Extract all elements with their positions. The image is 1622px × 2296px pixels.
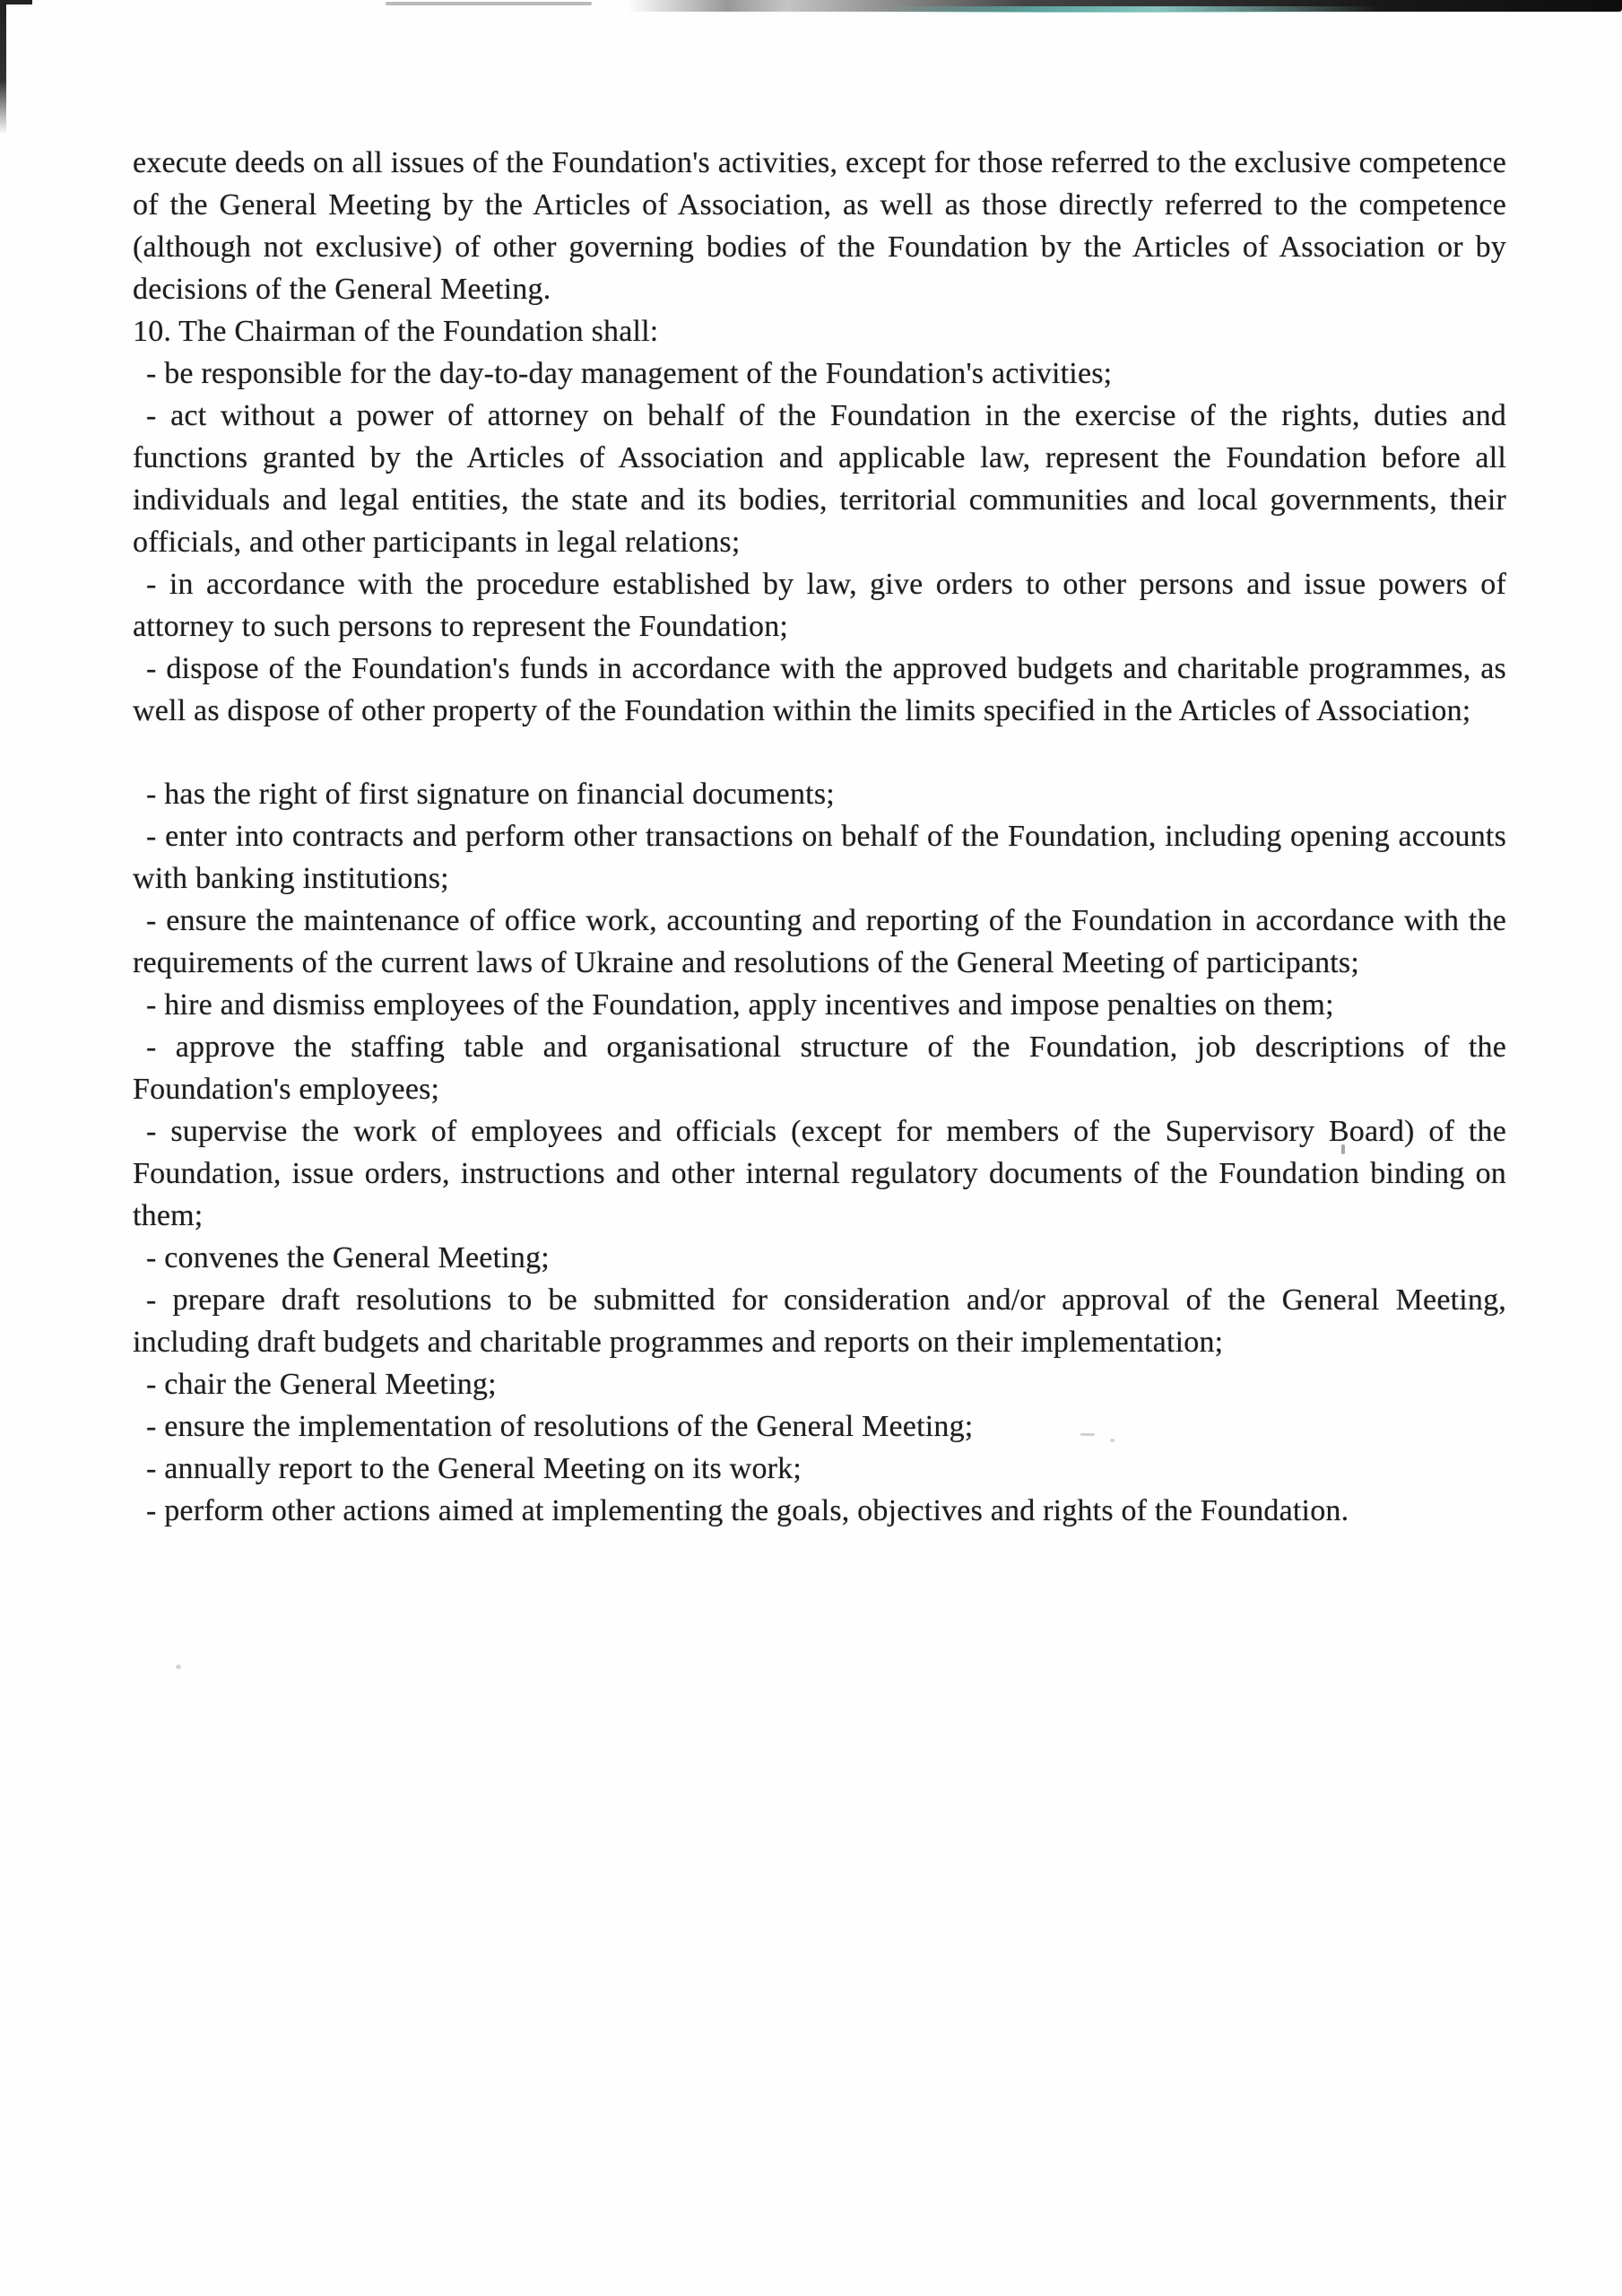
scan-artifact-teal-tint [879, 6, 1381, 13]
bullet-item: - in accordance with the procedure established by law, give orders to other persons and issue powers of attorney to such persons to represent the Foundation; [133, 568, 1506, 643]
bullet-item: - prepare draft resolutions to be submitted for consideration and/or approval of the General Meeting, including draft budgets and charitable programmes and reports on their implementation; [133, 1283, 1506, 1359]
section-heading: 10. The Chairman of the Foundation shall: [133, 315, 659, 348]
bullet-item: - approve the staffing table and organisational structure of the Foundation, job descriptions of the Foundation's employees; [133, 1031, 1506, 1106]
scan-artifact-corner-line [0, 0, 32, 4]
bullet-item: - supervise the work of employees and officials (except for members of the Supervisory Board) of the Foundation, issue orders, instructions and other internal regulatory documents of the Foundation binding on them; [133, 1115, 1506, 1232]
bullet-list [133, 352, 1506, 1532]
bullet-item: - act without a power of attorney on behalf of the Foundation in the exercise of the rights, duties and functions granted by the Articles of Association and applicable law, represent the Foundation before all individuals and legal entities, the state and its bodies, territorial communities and local governments, their officials, and other participants in legal relations; [133, 399, 1506, 559]
bullet-item: - has the right of first signature on financial documents; [146, 778, 835, 811]
bullet-item: - ensure the implementation of resolutions of the General Meeting; [146, 1410, 974, 1443]
document-body [133, 142, 1506, 1532]
bullet-item: - perform other actions aimed at implementing the goals, objectives and rights of the Foundation. [146, 1494, 1349, 1527]
scan-noise-speck [176, 1665, 181, 1669]
scan-artifact-left-edge [0, 0, 6, 135]
bullet-item: - chair the General Meeting; [146, 1368, 497, 1401]
intro-paragraph: execute deeds on all issues of the Foundation's activities, except for those referred to the exclusive competence of the General Meeting by the Articles of Association, as well as those directly referred to the competence (although not exclusive) of other governing bodies of the Foundation by the Articles of Association or by decisions of the General Meeting. [133, 146, 1506, 306]
scan-artifact-top-smudge [386, 2, 592, 5]
bullet-item: - hire and dismiss employees of the Foundation, apply incentives and impose penalties on them; [146, 988, 1334, 1022]
bullet-item: - dispose of the Foundation's funds in accordance with the approved budgets and charitable programmes, as well as dispose of other property of the Foundation within the limits specified in the Articles of Association; [133, 652, 1506, 727]
bullet-item: - ensure the maintenance of office work, accounting and reporting of the Foundation in accordance with the requirements of the current laws of Ukraine and resolutions of the General Meeting of participants; [133, 904, 1506, 979]
bullet-item: - enter into contracts and perform other transactions on behalf of the Foundation, including opening accounts with banking institutions; [133, 820, 1506, 895]
bullet-item: - convenes the General Meeting; [146, 1241, 550, 1274]
bullet-item: - annually report to the General Meeting on its work; [146, 1452, 802, 1485]
bullet-item: - be responsible for the day-to-day management of the Foundation's activities; [146, 357, 1113, 390]
